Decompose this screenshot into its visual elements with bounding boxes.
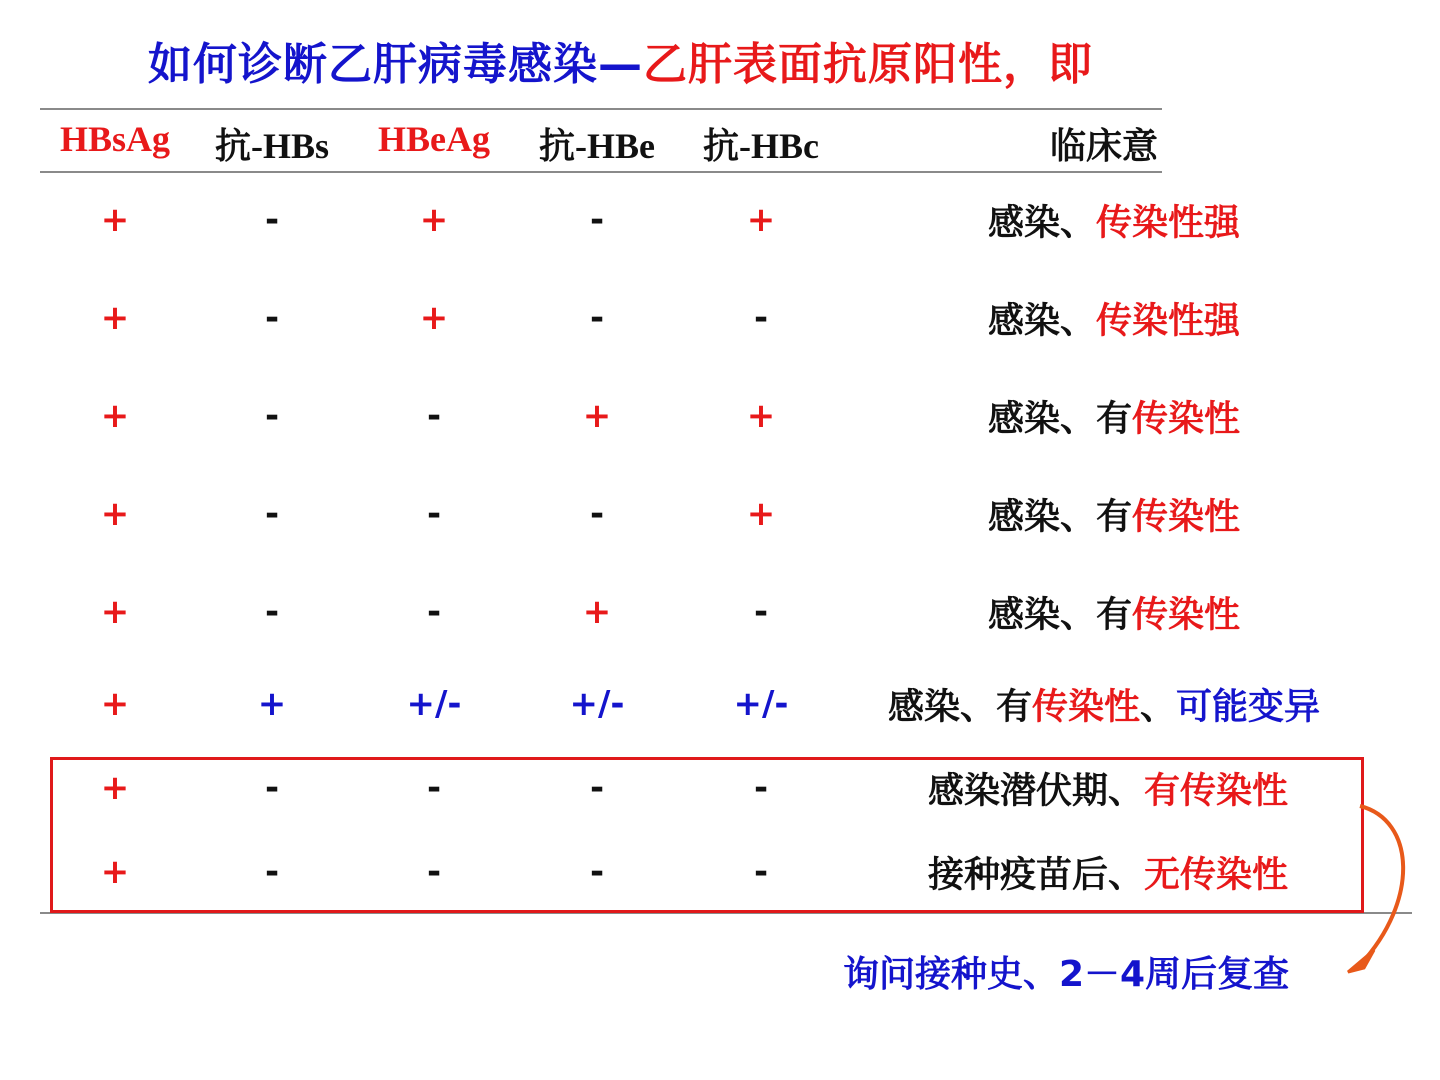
header-clinical-meaning: 临床意 xyxy=(1050,126,1159,167)
meaning-segment: 感染潜伏期、 xyxy=(928,770,1145,812)
marker-cell: + xyxy=(100,852,130,892)
marker-cell: - xyxy=(264,298,280,338)
meaning-segment: 接种疫苗后、 xyxy=(928,854,1145,896)
marker-cell: - xyxy=(753,592,769,632)
meaning-segment: 感染、 xyxy=(988,300,1097,342)
meaning-segment: 传染性 xyxy=(1132,398,1241,440)
marker-cell: - xyxy=(264,200,280,240)
marker-cell: +/- xyxy=(733,684,789,724)
header-hbeag: HBeAg xyxy=(378,119,490,159)
meaning-segment: 传染性强 xyxy=(1096,300,1241,342)
title-part-red: 乙肝表面抗原阳性，即 xyxy=(643,39,1093,90)
meaning-segment: 传染性 xyxy=(1032,686,1141,728)
meaning-segment: 感染、 xyxy=(988,202,1097,244)
marker-cell: +/- xyxy=(569,684,625,724)
clinical-meaning xyxy=(988,293,1240,344)
marker-cell: - xyxy=(264,494,280,534)
marker-cell: - xyxy=(589,200,605,240)
meaning-segment: 感染、有 xyxy=(988,594,1133,636)
clinical-meaning xyxy=(888,679,1320,730)
marker-cell: - xyxy=(426,494,442,534)
marker-cell: - xyxy=(426,768,442,808)
marker-cell: +/- xyxy=(406,684,462,724)
marker-cell: - xyxy=(426,396,442,436)
marker-cell: + xyxy=(582,592,612,632)
marker-cell: - xyxy=(264,592,280,632)
meaning-segment: 感染、有 xyxy=(988,398,1133,440)
header-anti-hbc: 抗-HBc xyxy=(703,126,819,166)
header-anti-hbe: 抗-HBe xyxy=(539,126,655,166)
marker-cell: + xyxy=(582,396,612,436)
marker-cell: + xyxy=(100,200,130,240)
meaning-segment: 感染、有 xyxy=(888,686,1033,728)
marker-cell: + xyxy=(746,494,776,534)
clinical-meaning xyxy=(988,587,1240,638)
marker-cell: - xyxy=(264,396,280,436)
marker-cell: + xyxy=(257,684,287,724)
marker-cell: - xyxy=(753,298,769,338)
meaning-segment: 传染性 xyxy=(1132,496,1241,538)
meaning-segment: 可能变异 xyxy=(1176,686,1321,728)
marker-cell: - xyxy=(589,768,605,808)
header-anti-hbs: 抗-HBs xyxy=(214,126,330,166)
meaning-segment: 传染性强 xyxy=(1096,202,1241,244)
marker-cell: - xyxy=(264,852,280,892)
follow-up-note: 询问接种史、2－4周后复查 xyxy=(843,954,1290,995)
meaning-segment: 传染性 xyxy=(1132,594,1241,636)
marker-cell: + xyxy=(100,768,130,808)
meaning-segment: 、 xyxy=(1140,686,1177,728)
marker-cell: - xyxy=(589,494,605,534)
marker-cell: - xyxy=(264,768,280,808)
meaning-segment: 感染、有 xyxy=(988,496,1133,538)
curved-arrow-icon xyxy=(1320,800,1430,980)
marker-cell: - xyxy=(426,592,442,632)
header-rule xyxy=(40,171,1162,173)
marker-cell: + xyxy=(100,684,130,724)
clinical-meaning xyxy=(988,489,1240,540)
marker-cell: - xyxy=(589,852,605,892)
header-hbsag: HBsAg xyxy=(59,119,171,159)
marker-cell: + xyxy=(100,396,130,436)
meaning-segment: 无传染性 xyxy=(1144,854,1289,896)
marker-cell: + xyxy=(746,200,776,240)
title-part-blue: 如何诊断乙肝病毒感染— xyxy=(148,39,643,90)
highlight-box xyxy=(50,757,1364,913)
top-rule xyxy=(40,108,1162,110)
marker-cell: + xyxy=(419,298,449,338)
clinical-meaning xyxy=(988,195,1240,246)
marker-cell: - xyxy=(589,298,605,338)
slide-title xyxy=(148,28,1093,92)
marker-cell: + xyxy=(100,298,130,338)
marker-cell: + xyxy=(419,200,449,240)
meaning-segment: 有传染性 xyxy=(1144,770,1289,812)
marker-cell: - xyxy=(753,768,769,808)
marker-cell: - xyxy=(753,852,769,892)
marker-cell: + xyxy=(746,396,776,436)
marker-cell: + xyxy=(100,494,130,534)
marker-cell: + xyxy=(100,592,130,632)
marker-cell: - xyxy=(426,852,442,892)
clinical-meaning xyxy=(988,391,1240,442)
